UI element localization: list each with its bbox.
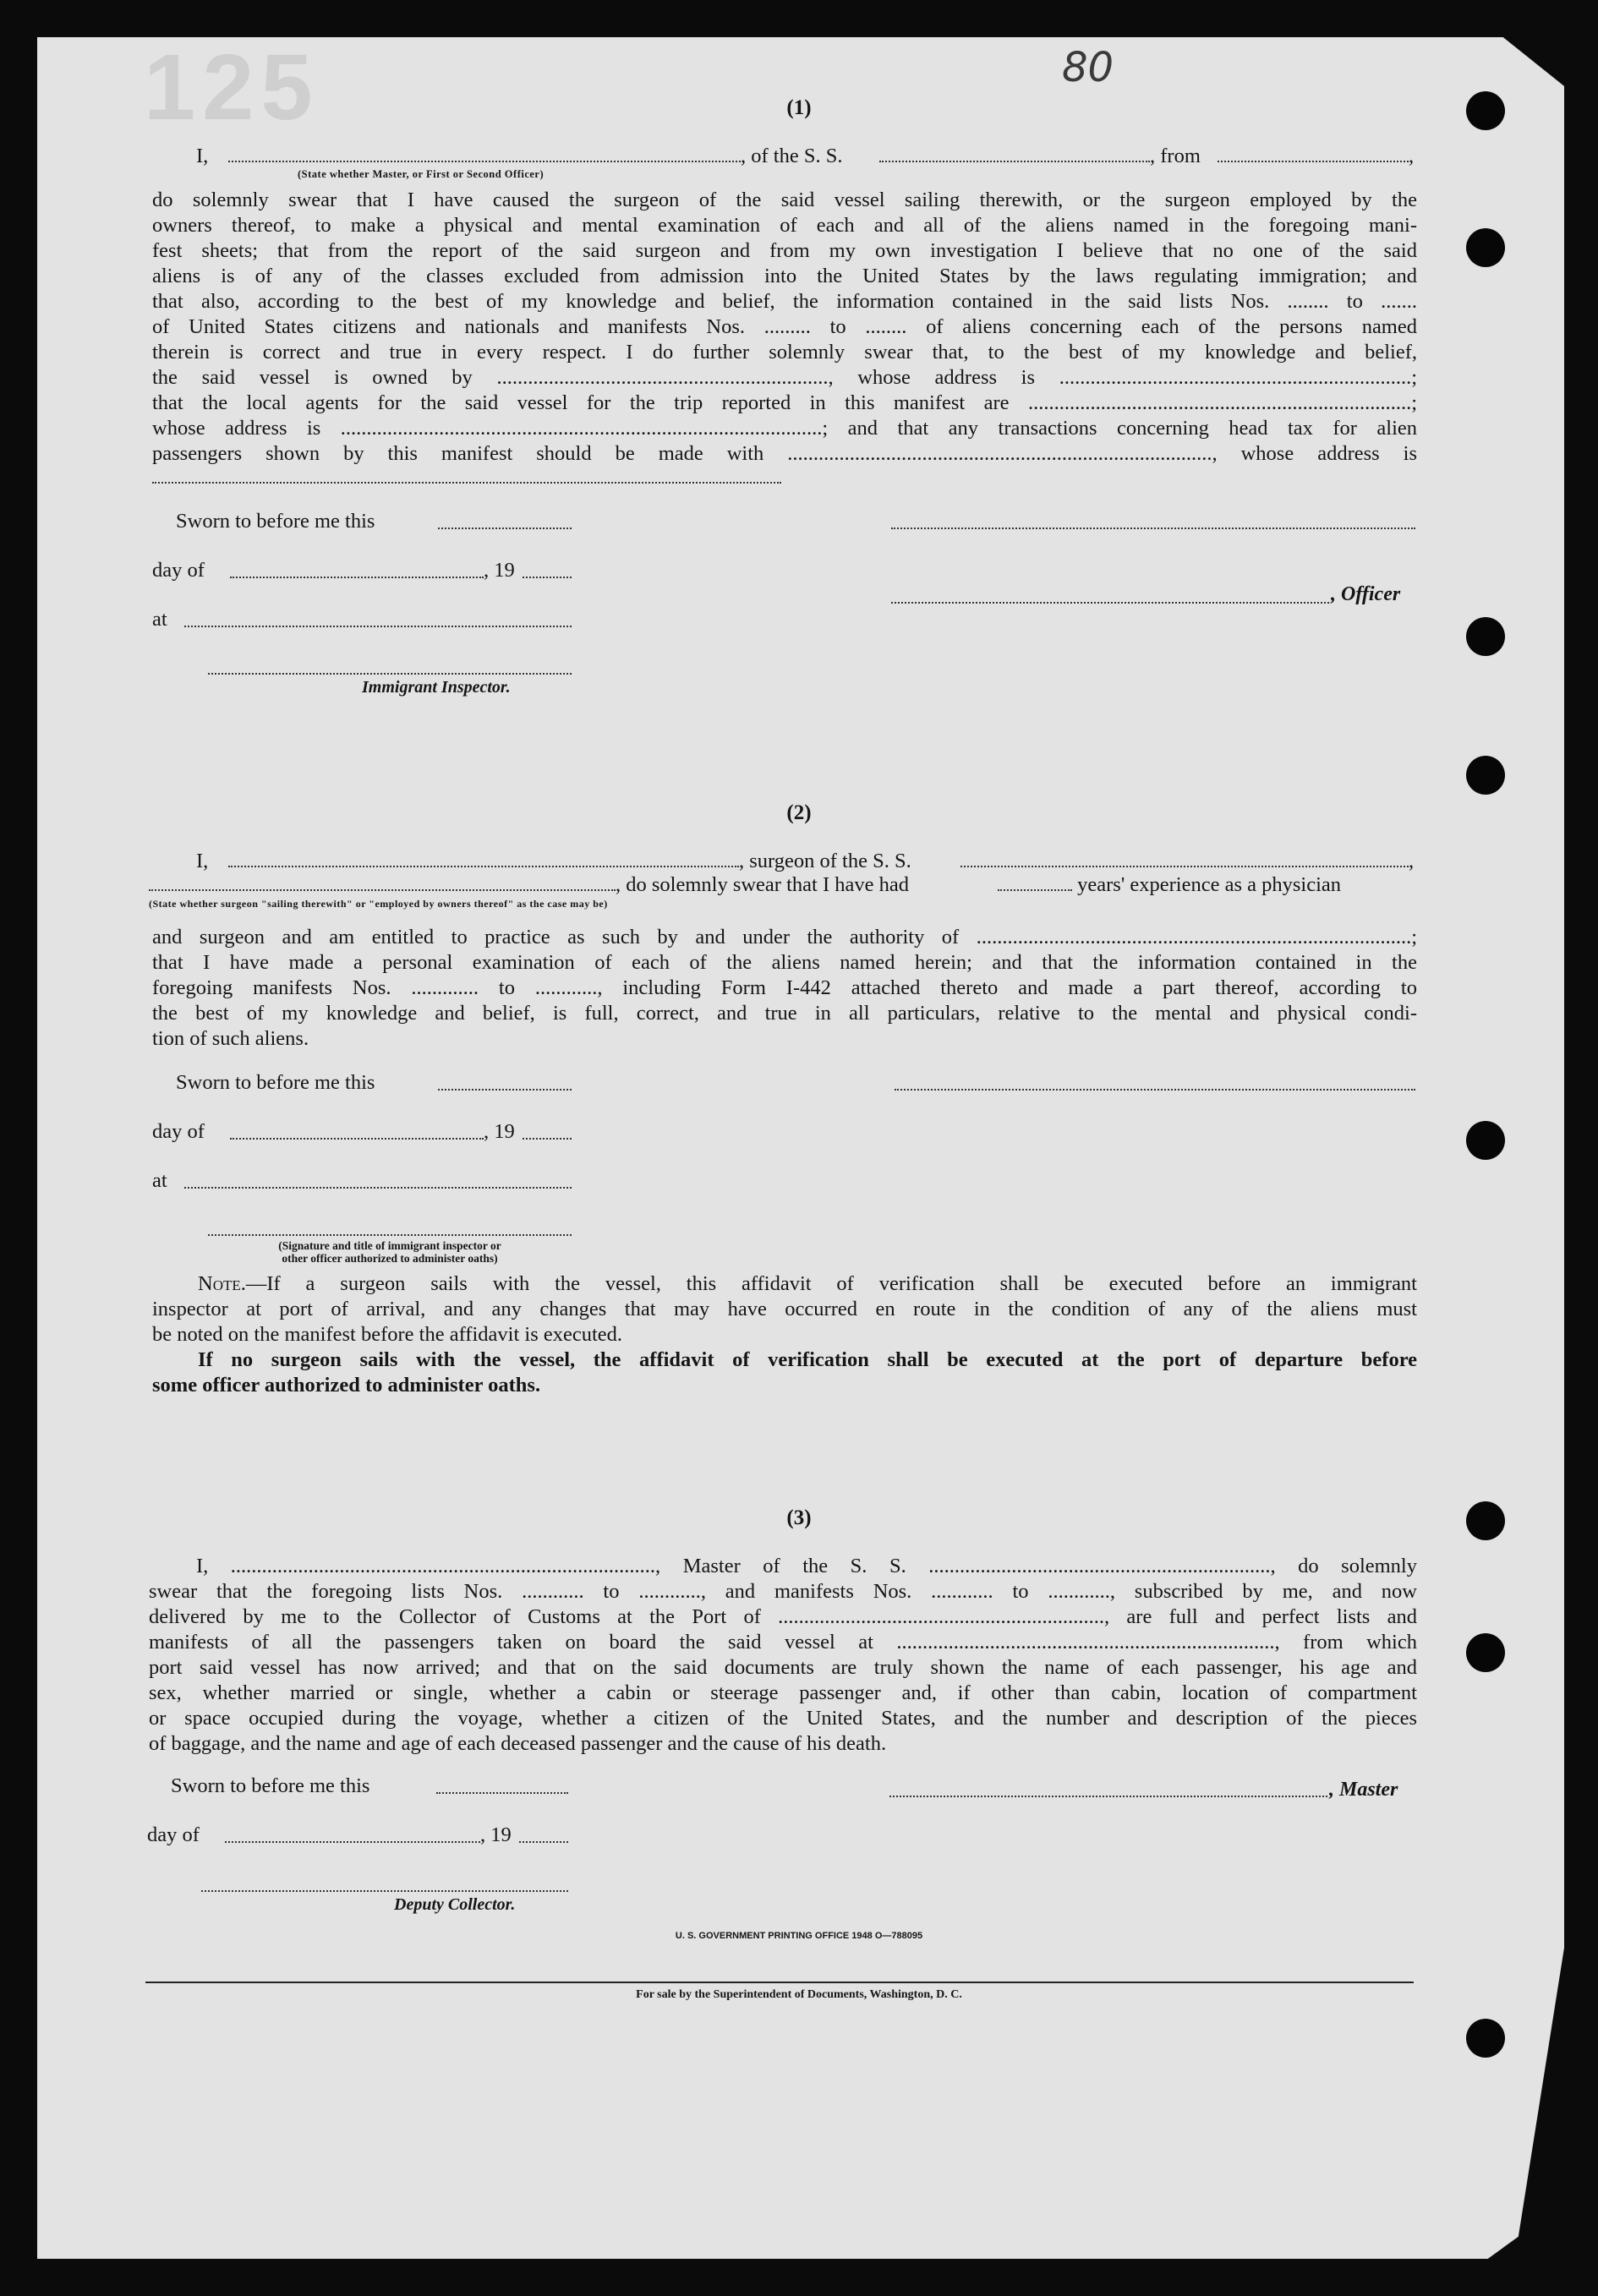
s2-line: foregoing manifests Nos. ............. to ............, including Form I-442 attached thereto and made a part thereof, according to bbox=[152, 976, 1417, 999]
s1-line: owners thereof, to make a physical and mental examination of each and all of the aliens named in the foregoing mani- bbox=[152, 214, 1417, 237]
s2-note bbox=[152, 1271, 1417, 1348]
s2-sailing-status-field[interactable] bbox=[149, 889, 616, 891]
s3-day-field[interactable] bbox=[225, 1841, 480, 1843]
s1-sworn-label: Sworn to before me this bbox=[176, 510, 375, 533]
s2-day-field[interactable] bbox=[230, 1138, 484, 1140]
s1-line: that the local agents for the said vessel for the trip reported in this manifest are ..........................................................................; bbox=[152, 391, 1417, 414]
s2-line: tion of such aliens. bbox=[152, 1027, 309, 1050]
s1-line: passengers shown by this manifest should be made with .................................................................................., whose address is bbox=[152, 442, 1417, 465]
s2-signature-caption-line: (Signature and title of immigrant inspector or bbox=[278, 1239, 501, 1252]
s2-surgeon-label: , surgeon of the S. S. bbox=[739, 850, 917, 872]
s2-paragraph bbox=[152, 925, 1417, 1052]
s1-address-continuation-field[interactable] bbox=[152, 482, 781, 484]
s1-i: I, bbox=[196, 145, 214, 167]
s2-year-field[interactable] bbox=[523, 1138, 572, 1140]
s3-sworn-field[interactable] bbox=[436, 1792, 568, 1794]
s3-line: port said vessel has now arrived; and that on the said documents are truly shown the name of each passenger, his age and bbox=[149, 1656, 1417, 1679]
punch-hole bbox=[1466, 1633, 1505, 1672]
section-1-number: (1) bbox=[786, 96, 812, 119]
form-number-ghost: 125 bbox=[144, 36, 320, 139]
s1-line: of United States citizens and nationals and manifests Nos. ......... to ........ of aliens concerning each of the persons named bbox=[152, 315, 1417, 338]
s2-note2-line: If no surgeon sails with the vessel, the affidavit of verification shall be executed at the port of departure before bbox=[198, 1348, 1417, 1371]
s3-master-label: , Master bbox=[1329, 1779, 1398, 1801]
s1-line: that also, according to the best of my knowledge and belief, the information contained in the said lists Nos. ........ to ....... bbox=[152, 290, 1417, 313]
s1-day-field[interactable] bbox=[230, 577, 484, 578]
s1-officer-signature-field[interactable] bbox=[891, 528, 1415, 529]
s2-inspector-signature-field[interactable] bbox=[208, 1234, 572, 1236]
s3-sworn-label: Sworn to before me this bbox=[171, 1774, 370, 1797]
s3-line: delivered by me to the Collector of Customs at the Port of ..............................................................., are full and perfect lists and bbox=[149, 1605, 1417, 1628]
s1-officer-caption: (State whether Master, or First or Second Officer) bbox=[298, 168, 545, 180]
s2-note-text: —If a surgeon sails with the vessel, this affidavit of verification shall be executed before an immigrant bbox=[245, 1272, 1417, 1295]
s1-inspector-label: Immigrant Inspector. bbox=[362, 678, 511, 697]
handwritten-page-number: 80 bbox=[1062, 44, 1114, 91]
s2-sworn-label: Sworn to before me this bbox=[176, 1071, 375, 1094]
s3-year-field[interactable] bbox=[519, 1841, 568, 1843]
s3-deputy-signature-field[interactable] bbox=[201, 1890, 568, 1892]
s1-vessel-field[interactable] bbox=[879, 161, 1150, 162]
s1-sworn-field[interactable] bbox=[438, 528, 572, 529]
s2-swear-label: , do solemnly swear that I have had bbox=[616, 873, 915, 896]
s1-line: fest sheets; that from the report of the said surgeon and from my own investigation I believe that no one of the said bbox=[152, 239, 1417, 262]
s1-line: therein is correct and true in every respect. I do further solemnly swear that, to the best of my knowledge and belief, bbox=[152, 341, 1417, 364]
s1-from-label: , from bbox=[1150, 145, 1206, 167]
s1-inspector-signature-field[interactable] bbox=[208, 673, 572, 675]
s2-at-label: at bbox=[152, 1169, 167, 1192]
s2-note-line: inspector at port of arrival, and any changes that may have occurred en route in the condition of any of the aliens must bbox=[152, 1298, 1417, 1320]
s3-line: manifests of all the passengers taken on board the said vessel at ........................................................................., from which bbox=[149, 1631, 1417, 1654]
s2-sworn-field[interactable] bbox=[438, 1089, 572, 1091]
footer-rule bbox=[145, 1982, 1414, 1983]
for-sale-line: For sale by the Superintendent of Documents, Washington, D. C. bbox=[636, 1988, 962, 2001]
s2-line: the best of my knowledge and belief, is full, correct, and true in all particulars, relative to the mental and physical condi- bbox=[152, 1002, 1417, 1025]
s2-line: and surgeon and am entitled to practice as such by and under the authority of ....................................................................................; bbox=[152, 926, 1417, 948]
s1-year-label: , 19 bbox=[484, 559, 515, 582]
s1-at-field[interactable] bbox=[184, 626, 572, 627]
s3-day-label: day of bbox=[147, 1823, 200, 1846]
s2-years-label: years' experience as a physician bbox=[1072, 873, 1341, 896]
s2-signature-caption bbox=[208, 1239, 572, 1265]
printing-office-line: U. S. GOVERNMENT PRINTING OFFICE 1948 O—788095 bbox=[675, 1931, 923, 1941]
s2-note-line bbox=[152, 1271, 1417, 1297]
punch-hole bbox=[1466, 756, 1505, 795]
s1-at-label: at bbox=[152, 608, 167, 631]
s2-year-label: , 19 bbox=[484, 1120, 515, 1143]
s1-line: do solemnly swear that I have caused the surgeon of the said vessel sailing therewith, or the surgeon employed by the bbox=[152, 189, 1417, 211]
s1-year-field[interactable] bbox=[523, 577, 572, 578]
s1-officer-title-field[interactable] bbox=[891, 602, 1329, 604]
punch-hole bbox=[1466, 1121, 1505, 1160]
s3-year-label: , 19 bbox=[480, 1823, 512, 1846]
punch-hole bbox=[1466, 228, 1505, 267]
s3-line: or space occupied during the voyage, whether a citizen of the United States, and the number and description of the pieces bbox=[149, 1707, 1417, 1730]
s2-vessel-field[interactable] bbox=[960, 866, 1409, 867]
s1-paragraph bbox=[152, 188, 1417, 467]
s3-line: I, .................................................................................., Master of the S. S. .................................................................., do solemnly bbox=[196, 1555, 1417, 1577]
s2-comma: , bbox=[1409, 850, 1415, 872]
s2-at-field[interactable] bbox=[184, 1187, 572, 1189]
s3-deputy-label: Deputy Collector. bbox=[394, 1895, 516, 1914]
s2-surgeon-name-field[interactable] bbox=[228, 866, 739, 867]
s2-surgeon-signature-field[interactable] bbox=[895, 1089, 1415, 1091]
s1-officer-field[interactable] bbox=[228, 161, 741, 162]
s3-line: of baggage, and the name and age of each deceased passenger and the cause of his death. bbox=[149, 1732, 887, 1755]
s1-from-field[interactable] bbox=[1218, 161, 1409, 162]
s1-line: whose address is .............................................................................................; and that any transactions concerning head tax for alien bbox=[152, 417, 1417, 440]
s3-line: sex, whether married or single, whether a cabin or steerage passenger and, if other than cabin, location of compartment bbox=[149, 1681, 1417, 1704]
s2-note-label: Note. bbox=[198, 1272, 246, 1295]
s2-note2-line: some officer authorized to administer oaths. bbox=[152, 1374, 541, 1397]
s1-line: the said vessel is owned by ................................................................, whose address is ....................................................................; bbox=[152, 366, 1417, 389]
s3-paragraph bbox=[149, 1554, 1417, 1757]
s1-line: aliens is of any of the classes excluded from admission into the United States by the laws regulating immigration; and bbox=[152, 265, 1417, 287]
s1-ss-label: , of the S. S. bbox=[741, 145, 848, 167]
s2-years-field[interactable] bbox=[998, 889, 1072, 891]
s1-day-label: day of bbox=[152, 559, 205, 582]
s2-day-label: day of bbox=[152, 1120, 205, 1143]
s1-comma: , bbox=[1409, 145, 1415, 167]
s2-i: I, bbox=[196, 850, 214, 872]
punch-hole bbox=[1466, 617, 1505, 656]
s3-master-signature-field[interactable] bbox=[889, 1796, 1327, 1797]
section-2-number: (2) bbox=[786, 801, 812, 824]
s2-status-caption: (State whether surgeon "sailing therewith" or "employed by owners thereof" as the case may be) bbox=[149, 898, 608, 910]
punch-hole bbox=[1466, 2019, 1505, 2058]
s2-note2 bbox=[152, 1348, 1417, 1398]
s2-note-line: be noted on the manifest before the affidavit is executed. bbox=[152, 1323, 623, 1346]
s2-signature-caption-line: other officer authorized to administer oaths) bbox=[282, 1252, 498, 1265]
section-3-number: (3) bbox=[786, 1506, 812, 1529]
s2-line: that I have made a personal examination of each of the aliens named herein; and that the information contained in the bbox=[152, 951, 1417, 974]
s3-line: swear that the foregoing lists Nos. ............ to ............, and manifests Nos. ............ to ............, subscribed by me, and now bbox=[149, 1580, 1417, 1603]
s1-officer-label: , Officer bbox=[1331, 583, 1401, 605]
